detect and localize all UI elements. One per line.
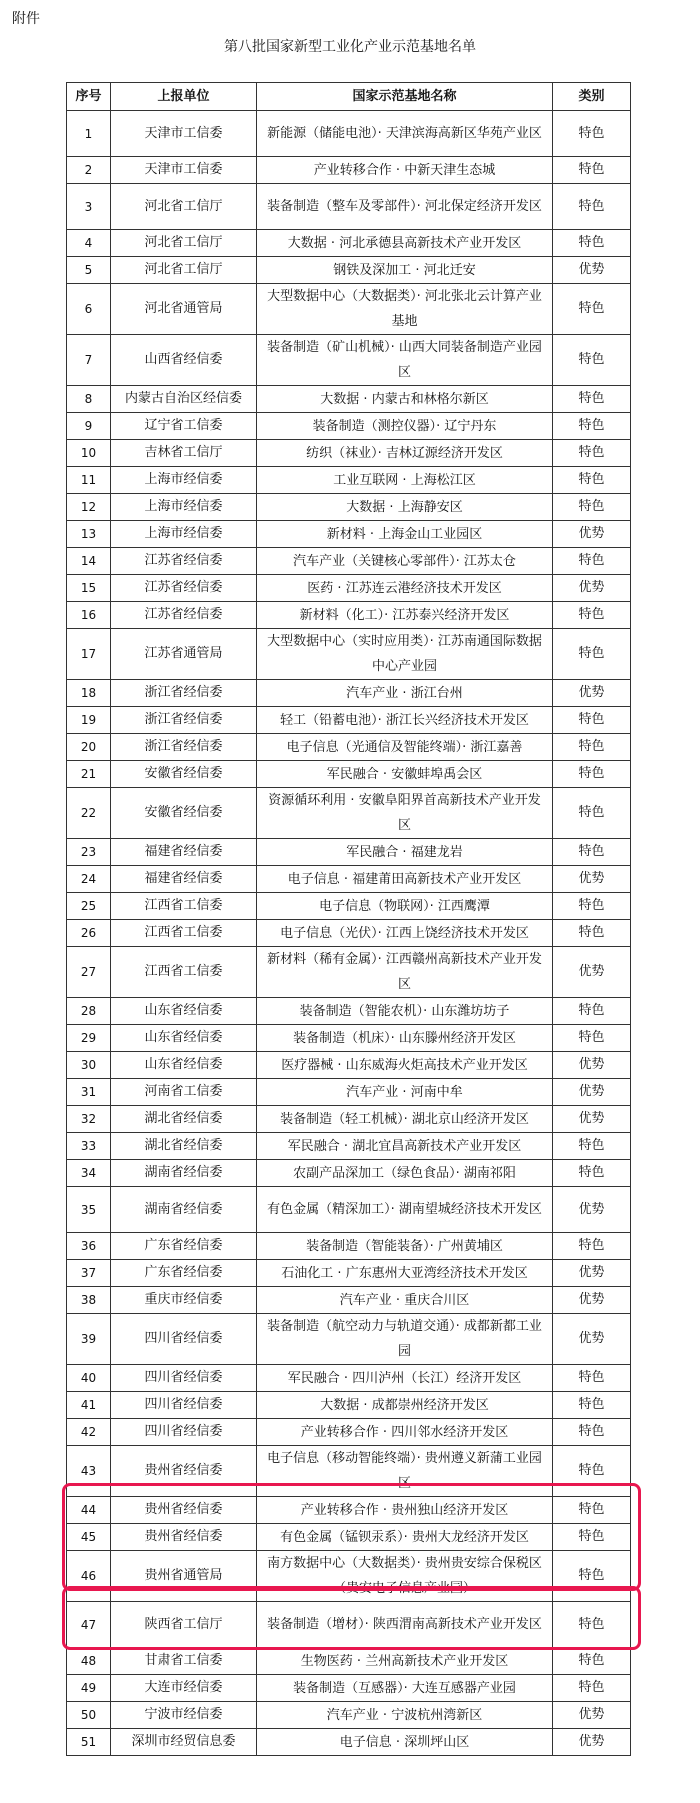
row-type: 优势: [553, 257, 631, 284]
table-row: [67, 839, 631, 866]
row-unit: 广东省经信委: [111, 1233, 257, 1260]
row-base-name: 纺织（袜业）· 吉林辽源经济开发区: [257, 440, 553, 467]
row-index: 41: [67, 1392, 111, 1419]
row-index: 23: [67, 839, 111, 866]
row-base-name: 石油化工 · 广东惠州大亚湾经济技术开发区: [257, 1260, 553, 1287]
table-row: [67, 866, 631, 893]
table-row: [67, 1446, 631, 1497]
row-index: 2: [67, 157, 111, 184]
row-index: 43: [67, 1446, 111, 1497]
row-type: 特色: [553, 998, 631, 1025]
row-index: 3: [67, 184, 111, 230]
row-index: 24: [67, 866, 111, 893]
table-row: [67, 734, 631, 761]
row-type: 优势: [553, 1287, 631, 1314]
row-base-name: 大数据 · 上海静安区: [257, 494, 553, 521]
row-base-name: 装备制造（轻工机械）· 湖北京山经济开发区: [257, 1106, 553, 1133]
table-row: [67, 1133, 631, 1160]
row-index: 39: [67, 1314, 111, 1365]
row-unit: 河南省工信委: [111, 1079, 257, 1106]
row-base-name: 钢铁及深加工 · 河北迁安: [257, 257, 553, 284]
row-type: 优势: [553, 1106, 631, 1133]
row-unit: 深圳市经贸信息委: [111, 1729, 257, 1756]
table-row: [67, 893, 631, 920]
row-base-name: 大型数据中心（实时应用类）· 江苏南通国际数据中心产业园: [257, 629, 553, 680]
row-type: 特色: [553, 1160, 631, 1187]
table-row: [67, 111, 631, 157]
row-base-name: 军民融合 · 安徽蚌埠禹会区: [257, 761, 553, 788]
row-index: 37: [67, 1260, 111, 1287]
row-index: 31: [67, 1079, 111, 1106]
row-unit: 江西省工信委: [111, 947, 257, 998]
row-base-name: 电子信息（光通信及智能终端）· 浙江嘉善: [257, 734, 553, 761]
row-index: 45: [67, 1524, 111, 1551]
row-base-name: 装备制造（整车及零部件）· 河北保定经济开发区: [257, 184, 553, 230]
row-index: 48: [67, 1648, 111, 1675]
row-base-name: 南方数据中心（大数据类）· 贵州贵安综合保税区（贵安电子信息产业园）: [257, 1551, 553, 1602]
row-index: 38: [67, 1287, 111, 1314]
row-index: 25: [67, 893, 111, 920]
row-base-name: 产业转移合作 · 四川邻水经济开发区: [257, 1419, 553, 1446]
row-unit: 安徽省经信委: [111, 788, 257, 839]
row-index: 17: [67, 629, 111, 680]
row-base-name: 电子信息 · 深圳坪山区: [257, 1729, 553, 1756]
row-unit: 江苏省经信委: [111, 548, 257, 575]
row-base-name: 装备制造（互感器）· 大连互感器产业园: [257, 1675, 553, 1702]
header-type: 类别: [553, 83, 631, 111]
row-index: 50: [67, 1702, 111, 1729]
row-index: 16: [67, 602, 111, 629]
header-unit: 上报单位: [111, 83, 257, 111]
table-row: [67, 284, 631, 335]
row-base-name: 产业转移合作 · 贵州独山经济开发区: [257, 1497, 553, 1524]
row-base-name: 新能源（储能电池）· 天津滨海高新区华苑产业区: [257, 111, 553, 157]
table-row: [67, 1392, 631, 1419]
table-row: [67, 494, 631, 521]
table-row: [67, 1314, 631, 1365]
row-type: 特色: [553, 1602, 631, 1648]
row-type: 特色: [553, 788, 631, 839]
row-index: 49: [67, 1675, 111, 1702]
row-type: 特色: [553, 629, 631, 680]
row-unit: 四川省经信委: [111, 1314, 257, 1365]
row-type: 特色: [553, 1524, 631, 1551]
row-type: 特色: [553, 184, 631, 230]
row-base-name: 汽车产业 · 河南中牟: [257, 1079, 553, 1106]
row-type: 特色: [553, 1419, 631, 1446]
row-base-name: 大数据 · 成都崇州经济开发区: [257, 1392, 553, 1419]
row-type: 特色: [553, 893, 631, 920]
row-base-name: 汽车产业 · 浙江台州: [257, 680, 553, 707]
row-type: 特色: [553, 1446, 631, 1497]
row-type: 优势: [553, 866, 631, 893]
row-unit: 四川省经信委: [111, 1392, 257, 1419]
row-unit: 广东省经信委: [111, 1260, 257, 1287]
row-type: 特色: [553, 1551, 631, 1602]
row-unit: 河北省工信厅: [111, 184, 257, 230]
row-type: 特色: [553, 230, 631, 257]
table-row: [67, 602, 631, 629]
row-type: 特色: [553, 1675, 631, 1702]
row-base-name: 装备制造（机床）· 山东滕州经济开发区: [257, 1025, 553, 1052]
row-index: 44: [67, 1497, 111, 1524]
table-row: [67, 1648, 631, 1675]
table-row: [67, 707, 631, 734]
table-row: [67, 157, 631, 184]
row-type: 优势: [553, 1314, 631, 1365]
table-row: [67, 788, 631, 839]
row-type: 优势: [553, 1187, 631, 1233]
table-row: [67, 920, 631, 947]
row-unit: 江西省工信委: [111, 920, 257, 947]
row-unit: 江西省工信委: [111, 893, 257, 920]
table-row: [67, 947, 631, 998]
row-unit: 河北省工信厅: [111, 257, 257, 284]
table-row: [67, 1052, 631, 1079]
row-index: 28: [67, 998, 111, 1025]
table-row: [67, 1702, 631, 1729]
row-index: 40: [67, 1365, 111, 1392]
row-base-name: 军民融合 · 湖北宜昌高新技术产业开发区: [257, 1133, 553, 1160]
row-type: 优势: [553, 1260, 631, 1287]
table-row: [67, 1260, 631, 1287]
document-title: 第八批国家新型工业化产业示范基地名单: [224, 39, 476, 55]
row-base-name: 军民融合 · 四川泸州（长江）经济开发区: [257, 1365, 553, 1392]
row-base-name: 生物医药 · 兰州高新技术产业开发区: [257, 1648, 553, 1675]
row-index: 14: [67, 548, 111, 575]
table-row: [67, 1160, 631, 1187]
row-base-name: 医疗器械 · 山东威海火炬高技术产业开发区: [257, 1052, 553, 1079]
row-unit: 贵州省经信委: [111, 1524, 257, 1551]
row-type: 特色: [553, 1392, 631, 1419]
row-index: 35: [67, 1187, 111, 1233]
row-type: 特色: [553, 386, 631, 413]
row-type: 特色: [553, 440, 631, 467]
table-row: [67, 629, 631, 680]
row-unit: 山东省经信委: [111, 1025, 257, 1052]
row-type: 特色: [553, 284, 631, 335]
row-base-name: 大数据 · 内蒙古和林格尔新区: [257, 386, 553, 413]
row-unit: 山东省经信委: [111, 998, 257, 1025]
row-base-name: 有色金属（精深加工）· 湖南望城经济技术开发区: [257, 1187, 553, 1233]
row-type: 特色: [553, 494, 631, 521]
row-unit: 贵州省通管局: [111, 1551, 257, 1602]
row-index: 29: [67, 1025, 111, 1052]
row-type: 特色: [553, 1233, 631, 1260]
table-row: [67, 521, 631, 548]
row-base-name: 电子信息（物联网）· 江西鹰潭: [257, 893, 553, 920]
row-index: 9: [67, 413, 111, 440]
row-base-name: 装备制造（智能农机）· 山东潍坊坊子: [257, 998, 553, 1025]
row-index: 30: [67, 1052, 111, 1079]
row-unit: 江苏省通管局: [111, 629, 257, 680]
row-base-name: 汽车产业 · 重庆合川区: [257, 1287, 553, 1314]
demonstration-base-table: [66, 82, 631, 1756]
row-base-name: 新材料 · 上海金山工业园区: [257, 521, 553, 548]
row-type: 优势: [553, 1052, 631, 1079]
row-unit: 吉林省工信厅: [111, 440, 257, 467]
row-index: 21: [67, 761, 111, 788]
row-base-name: 医药 · 江苏连云港经济技术开发区: [257, 575, 553, 602]
row-type: 特色: [553, 839, 631, 866]
row-unit: 福建省经信委: [111, 866, 257, 893]
row-unit: 浙江省经信委: [111, 734, 257, 761]
row-base-name: 工业互联网 · 上海松江区: [257, 467, 553, 494]
row-index: 22: [67, 788, 111, 839]
row-unit: 湖南省经信委: [111, 1160, 257, 1187]
row-unit: 甘肃省工信委: [111, 1648, 257, 1675]
table-row: [67, 1233, 631, 1260]
row-type: 优势: [553, 947, 631, 998]
table-row: [67, 230, 631, 257]
row-unit: 辽宁省工信委: [111, 413, 257, 440]
row-index: 7: [67, 335, 111, 386]
table-row: [67, 1729, 631, 1756]
row-type: 特色: [553, 1648, 631, 1675]
row-base-name: 装备制造（矿山机械）· 山西大同装备制造产业园区: [257, 335, 553, 386]
table-row: [67, 335, 631, 386]
row-type: 特色: [553, 761, 631, 788]
row-type: 特色: [553, 111, 631, 157]
row-unit: 山东省经信委: [111, 1052, 257, 1079]
table-row: [67, 257, 631, 284]
row-type: 特色: [553, 467, 631, 494]
row-type: 特色: [553, 1133, 631, 1160]
row-unit: 四川省经信委: [111, 1419, 257, 1446]
row-type: 特色: [553, 413, 631, 440]
row-index: 6: [67, 284, 111, 335]
row-unit: 湖北省经信委: [111, 1106, 257, 1133]
row-unit: 江苏省经信委: [111, 602, 257, 629]
row-type: 特色: [553, 707, 631, 734]
row-unit: 上海市经信委: [111, 467, 257, 494]
row-index: 18: [67, 680, 111, 707]
row-base-name: 装备制造（智能装备）· 广州黄埔区: [257, 1233, 553, 1260]
row-base-name: 汽车产业 · 宁波杭州湾新区: [257, 1702, 553, 1729]
row-base-name: 产业转移合作 · 中新天津生态城: [257, 157, 553, 184]
row-unit: 贵州省经信委: [111, 1497, 257, 1524]
row-index: 26: [67, 920, 111, 947]
row-unit: 河北省工信厅: [111, 230, 257, 257]
row-type: 特色: [553, 734, 631, 761]
row-base-name: 装备制造（测控仪器）· 辽宁丹东: [257, 413, 553, 440]
row-type: 特色: [553, 1025, 631, 1052]
row-index: 13: [67, 521, 111, 548]
table-row: [67, 1365, 631, 1392]
row-base-name: 大型数据中心（大数据类）· 河北张北云计算产业基地: [257, 284, 553, 335]
table-row: [67, 1524, 631, 1551]
table-row: [67, 1497, 631, 1524]
row-type: 特色: [553, 157, 631, 184]
row-type: 优势: [553, 680, 631, 707]
row-index: 51: [67, 1729, 111, 1756]
row-index: 8: [67, 386, 111, 413]
row-index: 10: [67, 440, 111, 467]
row-unit: 福建省经信委: [111, 839, 257, 866]
row-unit: 浙江省经信委: [111, 680, 257, 707]
row-base-name: 农副产品深加工（绿色食品）· 湖南祁阳: [257, 1160, 553, 1187]
row-unit: 天津市工信委: [111, 111, 257, 157]
row-unit: 重庆市经信委: [111, 1287, 257, 1314]
row-unit: 上海市经信委: [111, 521, 257, 548]
table-row: [67, 1551, 631, 1602]
header-base-name: 国家示范基地名称: [257, 83, 553, 111]
row-type: 优势: [553, 1079, 631, 1106]
row-base-name: 新材料（稀有金属）· 江西赣州高新技术产业开发区: [257, 947, 553, 998]
row-index: 46: [67, 1551, 111, 1602]
table-row: [67, 413, 631, 440]
row-unit: 湖南省经信委: [111, 1187, 257, 1233]
table-body: [67, 111, 631, 1756]
row-base-name: 有色金属（锰钡汞系）· 贵州大龙经济开发区: [257, 1524, 553, 1551]
row-index: 4: [67, 230, 111, 257]
row-base-name: 装备制造（航空动力与轨道交通）· 成都新都工业园: [257, 1314, 553, 1365]
table-row: [67, 1675, 631, 1702]
row-type: 优势: [553, 521, 631, 548]
row-index: 33: [67, 1133, 111, 1160]
row-unit: 上海市经信委: [111, 494, 257, 521]
attachment-label: 附件: [12, 11, 40, 27]
table-row: [67, 184, 631, 230]
table-row: [67, 1419, 631, 1446]
table-row: [67, 1287, 631, 1314]
row-base-name: 电子信息（光伏）· 江西上饶经济技术开发区: [257, 920, 553, 947]
row-type: 特色: [553, 1497, 631, 1524]
row-type: 优势: [553, 1729, 631, 1756]
row-unit: 贵州省经信委: [111, 1446, 257, 1497]
row-unit: 山西省经信委: [111, 335, 257, 386]
row-type: 优势: [553, 1702, 631, 1729]
row-index: 11: [67, 467, 111, 494]
row-unit: 陕西省工信厅: [111, 1602, 257, 1648]
row-unit: 宁波市经信委: [111, 1702, 257, 1729]
row-index: 5: [67, 257, 111, 284]
row-base-name: 电子信息 · 福建莆田高新技术产业开发区: [257, 866, 553, 893]
table-row: [67, 680, 631, 707]
row-index: 47: [67, 1602, 111, 1648]
table-row: [67, 998, 631, 1025]
row-unit: 浙江省经信委: [111, 707, 257, 734]
table-row: [67, 1602, 631, 1648]
table-row: [67, 1187, 631, 1233]
row-type: 特色: [553, 602, 631, 629]
table-row: [67, 386, 631, 413]
row-unit: 四川省经信委: [111, 1365, 257, 1392]
row-base-name: 轻工（铅蓄电池）· 浙江长兴经济技术开发区: [257, 707, 553, 734]
row-type: 特色: [553, 1365, 631, 1392]
row-base-name: 新材料（化工）· 江苏泰兴经济开发区: [257, 602, 553, 629]
row-index: 42: [67, 1419, 111, 1446]
row-base-name: 装备制造（增材）· 陕西渭南高新技术产业开发区: [257, 1602, 553, 1648]
table-header-row: [67, 83, 631, 111]
table-row: [67, 1079, 631, 1106]
table-row: [67, 548, 631, 575]
row-unit: 大连市经信委: [111, 1675, 257, 1702]
row-unit: 安徽省经信委: [111, 761, 257, 788]
table-row: [67, 1106, 631, 1133]
row-index: 20: [67, 734, 111, 761]
table-row: [67, 575, 631, 602]
row-index: 19: [67, 707, 111, 734]
row-index: 15: [67, 575, 111, 602]
row-index: 32: [67, 1106, 111, 1133]
row-base-name: 汽车产业（关键核心零部件）· 江苏太仓: [257, 548, 553, 575]
row-base-name: 军民融合 · 福建龙岩: [257, 839, 553, 866]
header-index: 序号: [67, 83, 111, 111]
table-row: [67, 467, 631, 494]
row-type: 优势: [553, 575, 631, 602]
row-unit: 天津市工信委: [111, 157, 257, 184]
table-row: [67, 1025, 631, 1052]
row-index: 1: [67, 111, 111, 157]
row-unit: 河北省通管局: [111, 284, 257, 335]
row-type: 特色: [553, 920, 631, 947]
row-index: 12: [67, 494, 111, 521]
row-unit: 湖北省经信委: [111, 1133, 257, 1160]
row-unit: 江苏省经信委: [111, 575, 257, 602]
row-index: 27: [67, 947, 111, 998]
row-base-name: 电子信息（移动智能终端）· 贵州遵义新蒲工业园区: [257, 1446, 553, 1497]
row-base-name: 资源循环利用 · 安徽阜阳界首高新技术产业开发区: [257, 788, 553, 839]
row-unit: 内蒙古自治区经信委: [111, 386, 257, 413]
table-row: [67, 440, 631, 467]
row-index: 34: [67, 1160, 111, 1187]
row-type: 特色: [553, 548, 631, 575]
row-type: 特色: [553, 335, 631, 386]
row-base-name: 大数据 · 河北承德县高新技术产业开发区: [257, 230, 553, 257]
row-index: 36: [67, 1233, 111, 1260]
table-row: [67, 761, 631, 788]
